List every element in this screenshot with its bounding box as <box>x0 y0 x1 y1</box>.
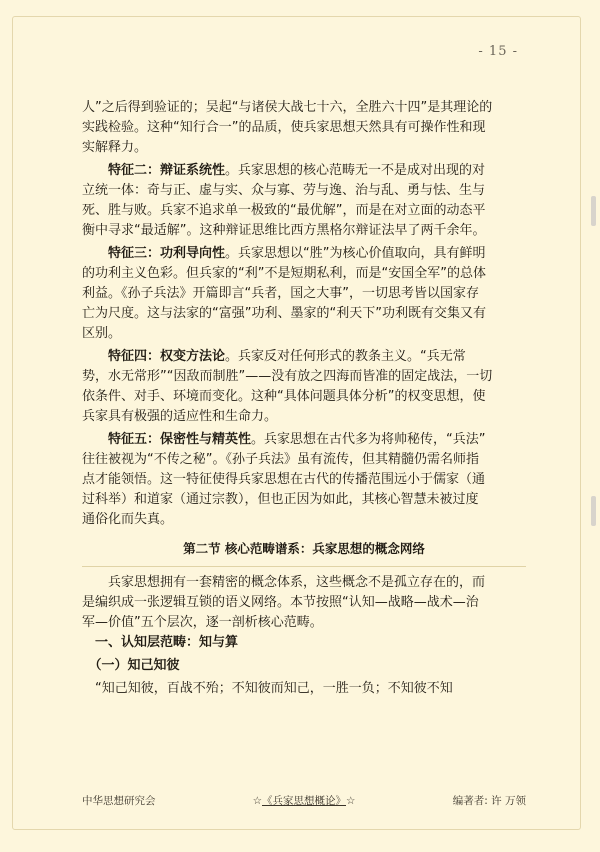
section-divider <box>82 566 526 567</box>
page-body <box>82 98 526 699</box>
text-line <box>82 244 526 264</box>
text-line: 兵家具有极强的适应性和生命力。 <box>82 409 278 424</box>
text-span: 。兵家思想的核心范畴无一不是成对出现的对 <box>225 163 486 178</box>
text-line <box>82 679 526 699</box>
text-line: 通俗化而失真。 <box>82 512 174 527</box>
edge-marker <box>591 196 596 226</box>
feature-heading: 特征五：保密性与精英性 <box>108 432 252 447</box>
paragraph <box>82 573 526 633</box>
text-span: 。兵家思想在古代多为将帅秘传，“兵法” <box>251 432 486 447</box>
text-line: 利益。《孙子兵法》开篇即言“兵者，国之大事”，一切思考皆以国家存 <box>82 286 479 301</box>
star-icon: ☆ <box>346 795 356 807</box>
text-span: 一、认知层范畴：知与算 <box>95 635 239 650</box>
star-icon: ☆ <box>252 795 262 807</box>
paragraph <box>82 98 526 158</box>
footer-organization: 中华思想研究会 <box>82 795 156 807</box>
text-line: 立统一体：奇与正、虚与实、众与寡、劳与逸、治与乱、勇与怯、生与 <box>82 183 486 198</box>
text-line: 军—价值”五个层次，逐一剖析核心范畴。 <box>82 615 323 630</box>
text-line: 实解释力。 <box>82 140 148 155</box>
text-line: 势，水无常形”“因敌而制胜”——没有放之四海而皆准的固定战法，一切 <box>82 369 493 384</box>
text-line: 实践检验。这种“知行合一”的品质，使兵家思想天然具有可操作性和现 <box>82 120 486 135</box>
subheading <box>82 633 526 653</box>
feature-heading: 特征四：权变方法论 <box>108 349 226 364</box>
text-line: 衡中寻求“最适解”。这种辩证思维比西方黑格尔辩证法早了两千余年。 <box>82 223 486 238</box>
paragraph <box>82 244 526 344</box>
section-title: 第二节 核心范畴谱系：兵家思想的概念网络 <box>183 541 425 556</box>
text-span: 兵家思想拥有一套精密的概念体系，这些概念不是孤立存在的，而 <box>108 575 486 590</box>
paragraph <box>82 430 526 530</box>
text-span: （一）知己知彼 <box>95 658 180 673</box>
text-line <box>82 347 526 367</box>
text-line <box>82 161 526 181</box>
footer-author: 编著者: 许 万领 <box>452 795 526 807</box>
edge-marker <box>591 496 596 526</box>
text-span: “知己知彼，百战不殆；不知彼而知己，一胜一负；不知彼不知 <box>95 681 453 696</box>
text-line: 过科举）和道家（通过宗教），但也正因为如此，其核心智慧未被过度 <box>82 492 479 507</box>
text-line: 亡为尺度。这与法家的“富强”功利、墨家的“利天下”功利既有交集又有 <box>82 306 486 321</box>
text-line: 区别。 <box>82 326 122 341</box>
subheading <box>82 656 526 676</box>
text-line <box>82 573 526 593</box>
text-line: 死、胜与败。兵家不追求单一极致的“最优解”，而是在对立面的动态平 <box>82 203 486 218</box>
text-span: 。兵家思想以“胜”为核心价值取向，具有鲜明 <box>225 246 486 261</box>
feature-heading: 特征二：辩证系统性 <box>108 163 226 178</box>
text-line <box>82 430 526 450</box>
text-line: 依条件、对手、环境而变化。这种“具体问题具体分析”的权变思想，使 <box>82 389 486 404</box>
text-line: 人”之后得到验证的；吴起“与诸侯大战七十六，全胜六十四”是其理论的 <box>82 100 493 115</box>
page-number: - 15 - <box>478 44 518 59</box>
text-line: 是编织成一张逻辑互锁的语义网络。本节按照“认知—战略—战术—治 <box>82 595 479 610</box>
book-title: 《兵家思想概论》 <box>262 795 346 807</box>
text-line: 点才能领悟。这一特征使得兵家思想在古代的传播范围远小于儒家（通 <box>82 472 486 487</box>
text-line: 往往被视为“不传之秘”。《孙子兵法》虽有流传，但其精髓仍需名师指 <box>82 452 479 467</box>
paragraph <box>82 161 526 241</box>
feature-heading: 特征三：功利导向性 <box>108 246 226 261</box>
paragraph <box>82 347 526 427</box>
text-line: 的功利主义色彩。但兵家的“利”不是短期私利，而是“安国全军”的总体 <box>82 266 486 281</box>
text-span: 。兵家反对任何形式的教条主义。“兵无常 <box>225 349 466 364</box>
